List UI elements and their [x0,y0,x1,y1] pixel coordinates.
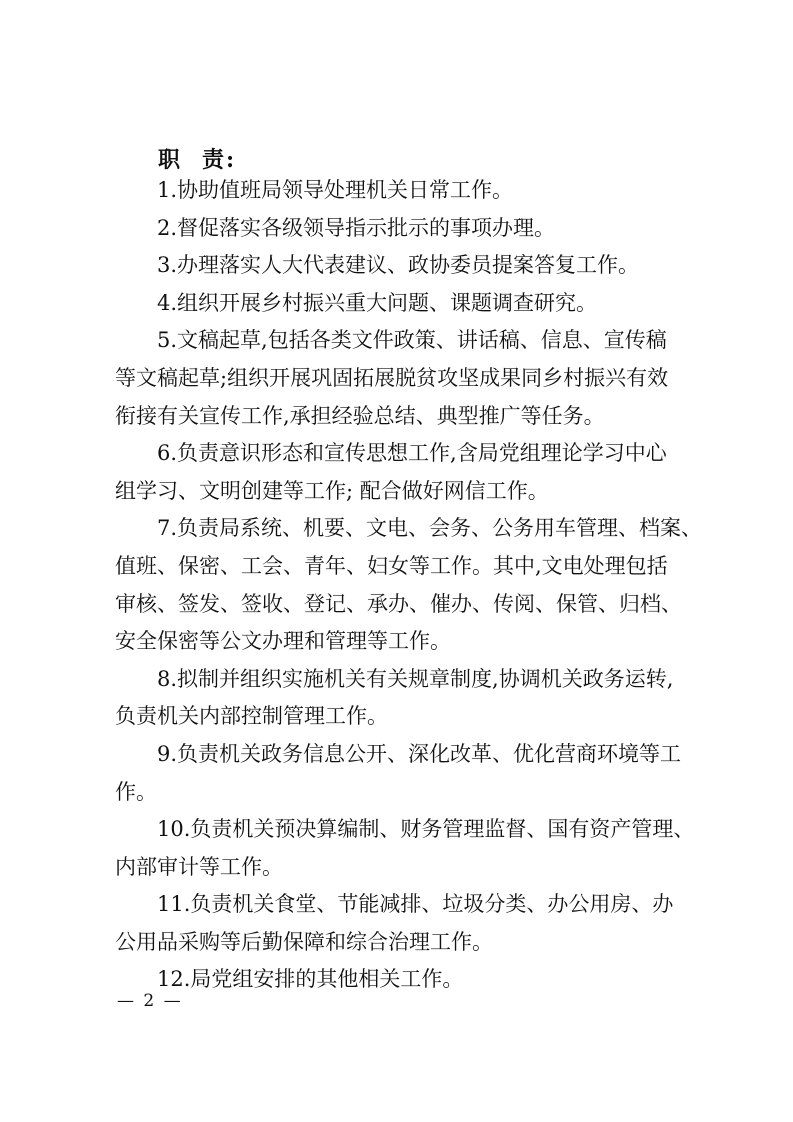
duty-line-7: 7.负责局系统、机要、文电、会务、公务用车管理、档案、 [157,516,703,541]
duty-line-4: 4.组织开展乡村振兴重大问题、课题调查研究。 [157,290,598,315]
duty-line-5: 5.文稿起草,包括各类文件政策、讲话稿、信息、宣传稿 [157,328,667,353]
duty-line-1: 1.协助值班局领导处理机关日常工作。 [157,178,514,202]
duty-line-7-cont-3: 安全保密等公文办理和管理等工作。 [115,629,451,654]
heading-char-1: 职 [158,147,183,173]
duty-line-11-cont: 公用品采购等后勤保障和综合治理工作。 [115,929,493,954]
duties-body [115,172,703,999]
section-heading [158,143,236,174]
duty-line-5-cont-2: 衔接有关宣传工作,承担经验总结、典型推广等任务。 [115,403,605,428]
duty-line-6: 6.负责意识形态和宣传思想工作,含局党组理论学习中心 [157,441,667,466]
duty-line-3: 3.办理落实人大代表建议、政协委员提案答复工作。 [157,253,640,278]
duty-line-8-cont: 负责机关内部控制管理工作。 [115,704,388,729]
duty-line-7-cont-2: 审核、签发、签收、登记、承办、催办、传阅、保管、归档、 [115,591,682,616]
duty-line-9-cont: 作。 [115,779,157,804]
duty-line-10-cont: 内部审计等工作。 [115,854,283,879]
heading-char-2: 责: [202,147,237,173]
duty-line-2: 2.督促落实各级领导指示批示的事项办理。 [157,215,556,240]
duty-line-6-cont: 组学习、文明创建等工作; 配合做好网信工作。 [115,478,549,503]
duty-line-7-cont-1: 值班、保密、工会、青年、妇女等工作。其中,文电处理包括 [115,553,668,578]
duty-line-11: 11.负责机关食堂、节能减排、垃圾分类、办公用房、办 [157,892,674,917]
duty-line-8: 8.拟制并组织实施机关有关规章制度,协调机关政务运转, [157,666,674,691]
page-number: — 2 — [117,991,183,1011]
duty-line-12: 12.局党组安排的其他相关工作。 [157,967,464,992]
duty-line-5-cont-1: 等文稿起草;组织开展巩固拓展脱贫攻坚成果同乡村振兴有效 [115,365,669,390]
duty-line-9: 9.负责机关政务信息公开、深化改革、优化营商环境等工 [157,741,682,766]
duty-line-10: 10.负责机关预决算编制、财务管理监督、国有资产管理、 [157,817,695,842]
